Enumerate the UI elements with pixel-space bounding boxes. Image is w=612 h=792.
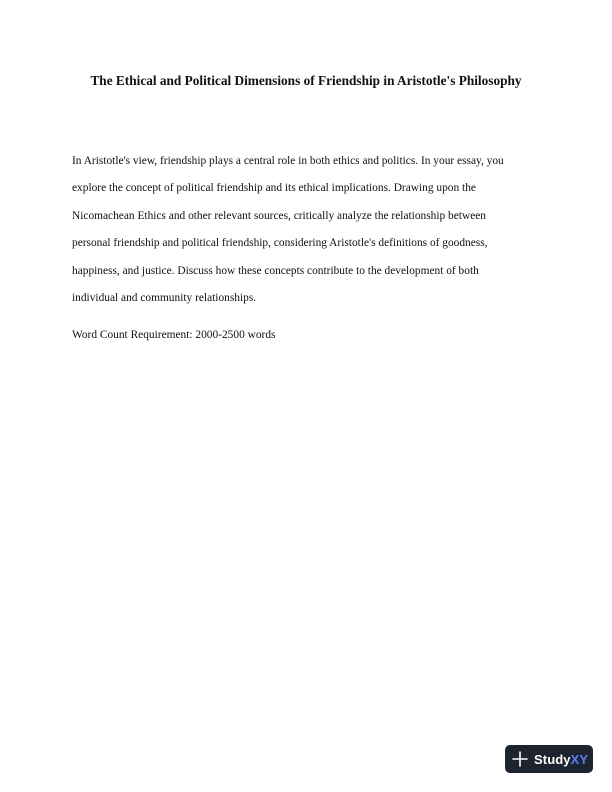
badge-brand-accent: XY xyxy=(570,751,589,767)
paragraph-line: explore the concept of political friendship and its ethical implications. Drawing upon the xyxy=(72,182,476,195)
paragraph-line: Nicomachean Ethics and other relevant sources, critically analyze the relationship between xyxy=(72,209,487,222)
plus-sparkle-icon xyxy=(512,751,528,767)
badge-brand-text xyxy=(534,752,588,767)
studyxy-badge[interactable] xyxy=(505,745,593,773)
prompt-paragraph xyxy=(72,148,542,312)
paragraph-line: happiness, and justice. Discuss how these concepts contribute to the development of both xyxy=(72,264,479,277)
paragraph-line: In Aristotle's view, friendship plays a central role in both ethics and politics. In your essay, you xyxy=(72,155,504,167)
badge-brand-main: Study xyxy=(534,751,571,767)
paragraph-line: individual and community relationships. xyxy=(72,292,257,305)
word-count-requirement: Word Count Requirement: 2000-2500 words xyxy=(72,329,276,341)
paragraph-line: personal friendship and political friendship, considering Aristotle's definitions of goodness, xyxy=(72,237,488,250)
document-title: The Ethical and Political Dimensions of Friendship in Aristotle's Philosophy xyxy=(90,73,522,88)
